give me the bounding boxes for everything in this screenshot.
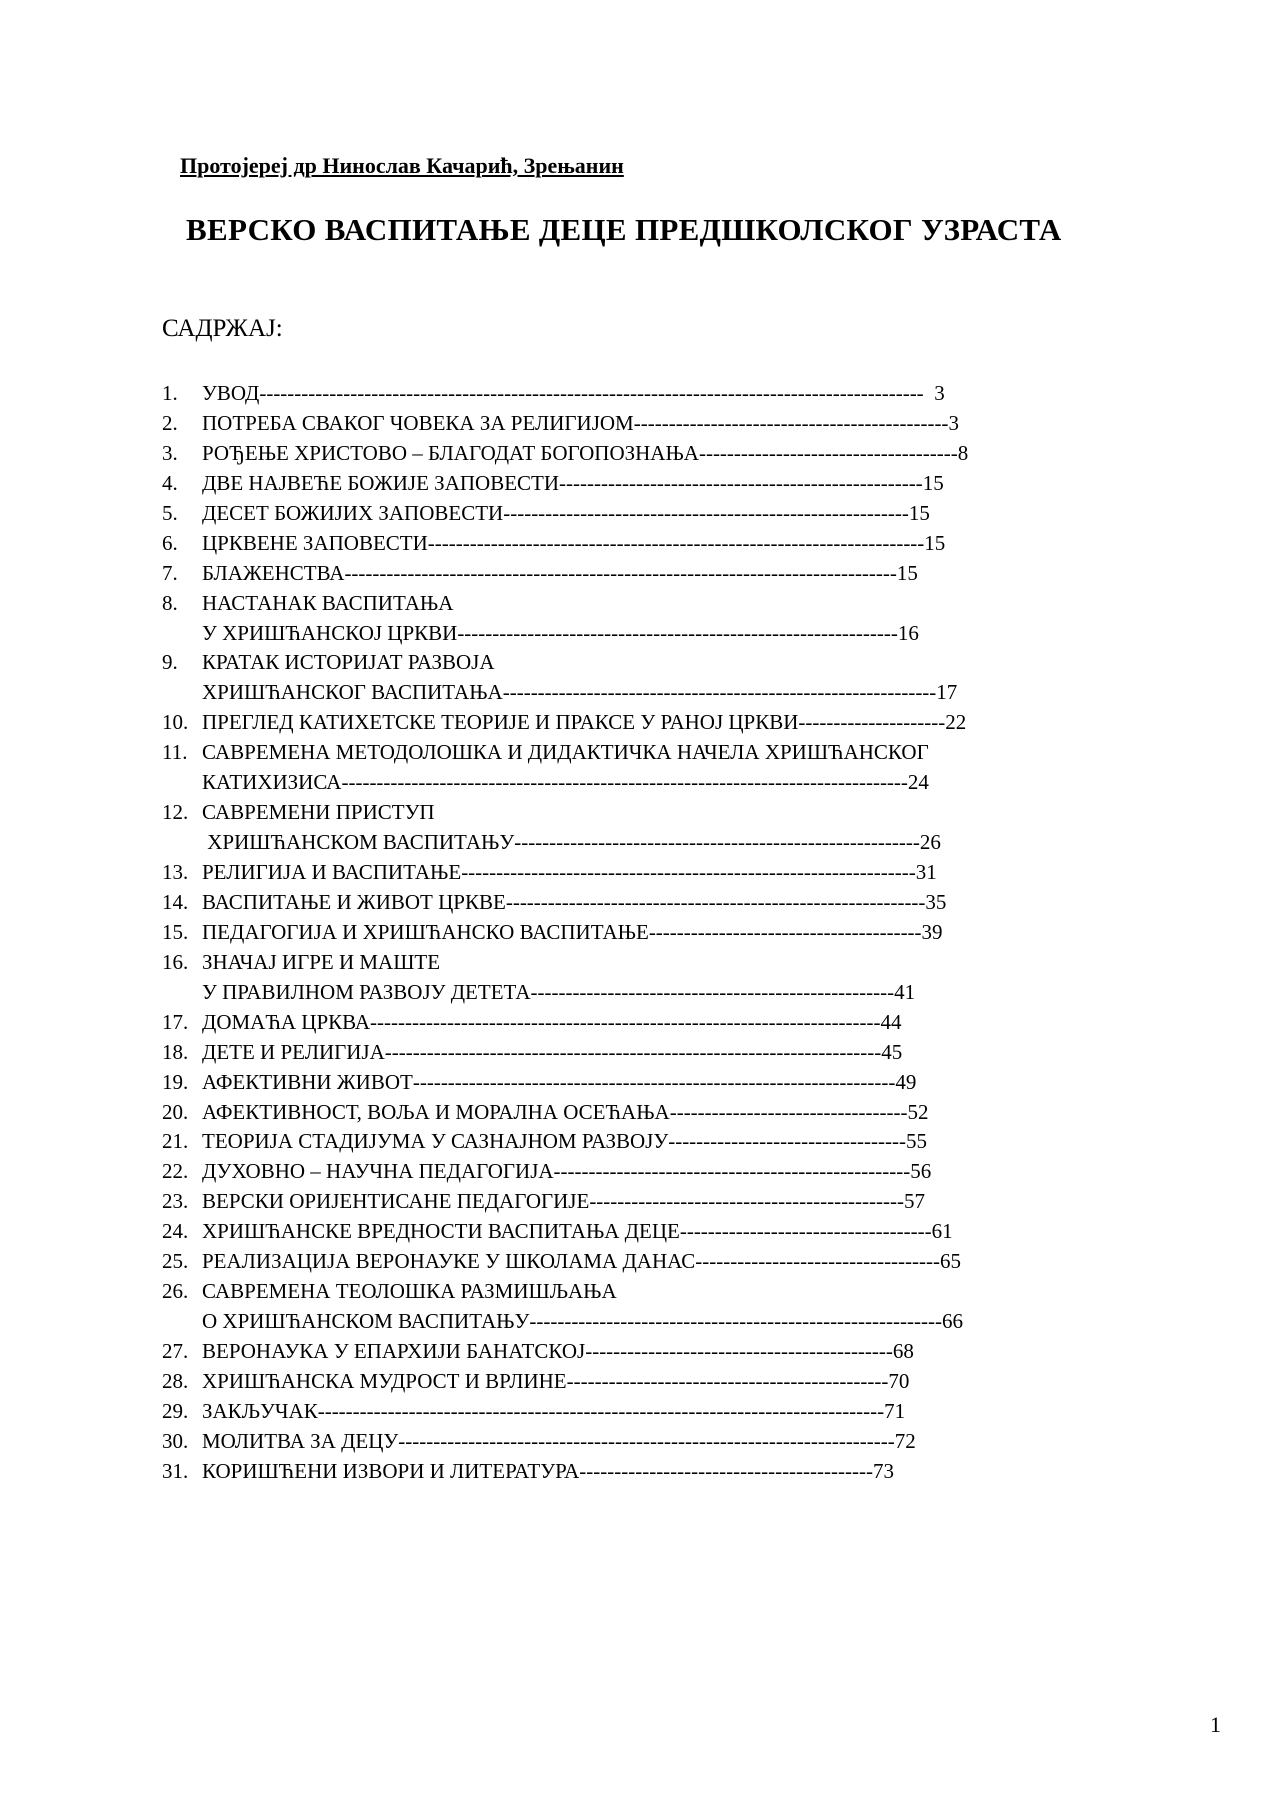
toc-entry-leader: ---------------------------------------------------------------	[457, 620, 898, 645]
toc-entry-number: 6.	[162, 530, 178, 555]
toc-entry	[162, 1277, 1182, 1307]
toc-entry	[162, 1068, 1182, 1098]
toc-entry-number: 8.	[162, 590, 178, 615]
toc-entry-page: 68	[892, 1339, 914, 1363]
toc-entry-number: 30.	[162, 1428, 189, 1453]
toc-entry-leader: -----------------------------------------------------------------------	[398, 1428, 895, 1453]
toc-entry-leader: ---------------------	[798, 710, 946, 735]
toc-entry-number: 27.	[162, 1339, 189, 1363]
toc-entry-leader: -----------------------------------------------------------	[529, 1309, 942, 1334]
toc-entry-leader: ----------------------------------	[668, 1129, 906, 1154]
toc-entry	[162, 1427, 1182, 1457]
toc-entry-leader: ----------------------------------	[669, 1099, 908, 1124]
toc-entry	[162, 619, 1182, 649]
toc-entry-page: 56	[910, 1159, 932, 1184]
document-title: ВЕРСКО ВАСПИТАЊЕ ДЕЦЕ ПРЕДШКОЛСКОГ УЗРАСТА	[186, 212, 1062, 247]
toc-entry-title: САВРЕМЕНА МЕТОДОЛОШКА И ДИДАКТИЧКА НАЧЕЛА ХРИШЋАНСКОГ	[202, 740, 929, 765]
toc-entry	[162, 738, 1182, 768]
toc-entry-number: 13.	[162, 860, 189, 884]
toc-entry-page: 15	[922, 470, 944, 495]
toc-entry-page: 65	[940, 1249, 962, 1274]
toc-entry-title: БЛАЖЕНСТВА	[202, 560, 345, 585]
toc-entry-number: 9.	[162, 650, 178, 675]
toc-entry-leader: ---------------------------------------	[648, 919, 922, 944]
toc-entry-page: 49	[895, 1069, 917, 1094]
toc-entry	[162, 529, 1182, 559]
toc-entry-title: КОРИШЋЕНИ ИЗВОРИ И ЛИТЕРАТУРА	[202, 1458, 580, 1483]
page-number: 1	[1210, 1712, 1221, 1737]
toc-entry-title: ДВЕ НАЈВЕЋЕ БОЖИЈЕ ЗАПОВЕСТИ	[202, 470, 560, 495]
toc-entry-title: РЕАЛИЗАЦИЈА ВЕРОНАУКЕ У ШКОЛАМА ДАНАС	[202, 1249, 696, 1274]
toc-entry-number: 1.	[162, 381, 178, 405]
toc-entry-title: У ПРАВИЛНОМ РАЗВОЈУ ДЕТЕТА	[202, 979, 531, 1004]
toc-entry-leader: -----------------------------------	[695, 1249, 941, 1274]
toc-entry	[162, 708, 1182, 738]
toc-entry-title: ХРИШЋАНСКОГ ВАСПИТАЊА	[202, 680, 503, 705]
toc-entry	[162, 798, 1182, 828]
toc-entry-number: 5.	[162, 500, 178, 525]
toc-entry	[162, 1307, 1182, 1337]
toc-entry-page: 52	[907, 1099, 929, 1124]
toc-entry	[162, 439, 1182, 469]
toc-entry-page: 71	[884, 1398, 906, 1423]
toc-entry-title: ВЕРСКИ ОРИЈЕНТИСАНЕ ПЕДАГОГИЈЕ	[202, 1189, 590, 1214]
toc-entry-title: ДОМАЋА ЦРКВА	[202, 1009, 371, 1034]
toc-entry-title: ТЕОРИЈА СТАДИЈУМА У САЗНАЈНОМ РАЗВОЈУ	[202, 1129, 669, 1154]
toc-entry	[162, 1157, 1182, 1187]
toc-entry-number: 23.	[162, 1189, 189, 1214]
toc-entry-leader: ----------------------------------------------------	[559, 470, 923, 495]
toc-entry-number: 26.	[162, 1279, 189, 1304]
toc-entry-leader: ----------------------------------------------	[566, 1368, 889, 1393]
toc-entry-number: 24.	[162, 1219, 189, 1244]
toc-entry-page: 15	[908, 500, 930, 525]
toc-entry-leader: ---------------------------------------------	[633, 410, 949, 435]
toc-entry	[162, 858, 1182, 888]
toc-entry-number: 19.	[162, 1069, 189, 1094]
toc-entry	[162, 948, 1182, 978]
toc-entry-leader: ----------------------------------------------------	[530, 979, 895, 1004]
toc-entry-page: 31	[915, 860, 937, 884]
toc-entry-number: 3.	[162, 440, 178, 465]
toc-entry-number: 16.	[162, 949, 189, 974]
toc-entry-leader: -------------------------------------	[698, 440, 958, 465]
toc-entry	[162, 1397, 1182, 1427]
toc-entry	[162, 1457, 1182, 1487]
toc-entry-number: 4.	[162, 470, 178, 495]
toc-entry	[162, 1187, 1182, 1217]
toc-entry-page: 26	[919, 830, 941, 855]
toc-entry-title: ЗНАЧАЈ ИГРЕ И МАШТЕ	[202, 949, 441, 974]
toc-entry-page: 44	[880, 1009, 902, 1034]
toc-entry	[162, 888, 1182, 918]
toc-entry	[162, 589, 1182, 619]
toc-entry-number: 21.	[162, 1129, 189, 1154]
toc-entry-title: ВЕРОНАУКА У ЕПАРХИЈИ БАНАТСКОЈ	[202, 1339, 586, 1363]
toc-entry-title: ВАСПИТАЊЕ И ЖИВОТ ЦРКВЕ	[202, 889, 506, 914]
toc-entry-number: 14.	[162, 889, 189, 914]
toc-entry-leader: ------------------------------------------------------------	[505, 889, 926, 914]
toc-entry-number: 22.	[162, 1159, 189, 1184]
toc-entry-page: 3	[923, 381, 945, 405]
toc-entry	[162, 469, 1182, 499]
toc-entry	[162, 409, 1182, 439]
toc-entry	[162, 648, 1182, 678]
toc-entry-number: 25.	[162, 1249, 189, 1274]
toc-entry-leader: ---------------------------------------------	[589, 1189, 905, 1214]
toc-entry-title: ДУХОВНО – НАУЧНА ПЕДАГОГИЈА	[202, 1159, 554, 1184]
toc-entry-title: НАСТАНАК ВАСПИТАЊА	[202, 590, 454, 615]
toc-entry-title: ХРИШЋАНСКА МУДРОСТ И ВРЛИНЕ	[202, 1368, 567, 1393]
toc-entry-title: ХРИШЋАНСКЕ ВРЕДНОСТИ ВАСПИТАЊА ДЕЦЕ	[202, 1219, 680, 1244]
toc-entry-leader: ---------------------------------------------------------------------------------	[341, 770, 908, 795]
toc-entry	[162, 1038, 1182, 1068]
toc-entry-number: 11.	[162, 740, 188, 765]
toc-entry-title: РОЂЕЊЕ ХРИСТОВО – БЛАГОДАТ БОГОПОЗНАЊА	[202, 440, 699, 465]
toc-entry-page: 41	[894, 979, 916, 1004]
toc-entry-page: 15	[924, 530, 946, 555]
toc-entry-leader: ---------------------------------------------------	[553, 1159, 911, 1184]
toc-entry-leader: -----------------------------------------------------------------	[461, 860, 916, 884]
toc-entry-title: ПРЕГЛЕД КАТИХЕТСКЕ ТЕОРИЈЕ И ПРАКСЕ У РАНОЈ ЦРКВИ	[202, 710, 799, 735]
toc-entry	[162, 1127, 1182, 1157]
toc-entry-leader: -------------------------------------------------------------------------------	[344, 560, 897, 585]
toc-entry-number: 18.	[162, 1039, 189, 1064]
toc-entry-page: 57	[904, 1189, 926, 1214]
toc-entry-page: 3	[948, 410, 959, 435]
toc-entry-leader: --------------------------------------------	[585, 1339, 893, 1363]
toc-entry-page: 17	[936, 680, 958, 705]
toc-entry-page: 72	[894, 1428, 916, 1453]
toc-entry-title: КАТИХИЗИСА	[202, 770, 342, 795]
toc-entry-page: 16	[897, 620, 919, 645]
toc-entry-title: ПЕДАГОГИЈА И ХРИШЋАНСКО ВАСПИТАЊЕ	[202, 919, 649, 944]
toc-entry-number: 2.	[162, 410, 178, 435]
toc-entry	[162, 768, 1182, 798]
toc-entry	[162, 499, 1182, 529]
toc-entry-title: У ХРИШЋАНСКОЈ ЦРКВИ	[202, 620, 458, 645]
toc-entry-title: ЦРКВЕНЕ ЗАПОВЕСТИ	[202, 530, 428, 555]
toc-entry-page: 8	[957, 440, 969, 465]
toc-entry-title: РЕЛИГИЈА И ВАСПИТАЊЕ	[202, 860, 462, 884]
toc-entry-leader: -------------------------------------------------------------------------	[370, 1009, 881, 1034]
toc-entry	[162, 978, 1182, 1008]
toc-entry-title: КРАТАК ИСТОРИЈАТ РАЗВОЈА	[202, 650, 495, 675]
table-of-contents	[162, 379, 1182, 1487]
toc-entry-number: 28.	[162, 1368, 189, 1393]
toc-entry-number: 7.	[162, 560, 178, 585]
toc-entry-page: 39	[921, 919, 943, 944]
toc-entry-leader: ---------------------------------------------------------------------------------	[317, 1398, 885, 1423]
toc-entry-page: 70	[888, 1368, 910, 1393]
toc-entry-title: ПОТРЕБА СВАКОГ ЧОВЕКА ЗА РЕЛИГИЈОМ	[202, 410, 634, 435]
toc-entry-page: 73	[872, 1458, 894, 1483]
toc-entry-leader: -----------------------------------------------------------------------------------------------	[259, 381, 924, 405]
toc-entry-page: 35	[925, 889, 947, 914]
toc-entry	[162, 1337, 1182, 1367]
toc-entry-page: 61	[931, 1219, 953, 1244]
toc-entry-leader: -----------------------------------------------------------------------	[427, 530, 925, 555]
toc-entry-title: САВРЕМЕНИ ПРИСТУП	[202, 800, 435, 825]
toc-entry-page: 15	[896, 560, 918, 585]
toc-entry-number: 20.	[162, 1099, 189, 1124]
toc-entry	[162, 379, 1182, 409]
toc-entry-title: АФЕКТИВНИ ЖИВОТ	[202, 1069, 413, 1094]
toc-entry-number: 31.	[162, 1458, 189, 1483]
toc-entry	[162, 1008, 1182, 1038]
toc-entry-leader: ------------------------------------------	[579, 1458, 873, 1483]
toc-entry-number: 29.	[162, 1398, 189, 1423]
toc-entry-title: ЗАКЉУЧАК	[202, 1398, 318, 1423]
author-line: Протојереј др Нинослав Качарић, Зрењанин	[180, 153, 624, 178]
toc-entry-title: ДЕСЕТ БОЖИЈИХ ЗАПОВЕСТИ	[202, 500, 504, 525]
toc-heading: САДРЖАЈ:	[162, 315, 283, 342]
toc-entry-page: 66	[941, 1309, 963, 1334]
toc-entry	[162, 1247, 1182, 1277]
toc-entry-title: МОЛИТВА ЗА ДЕЦУ	[202, 1428, 399, 1453]
toc-entry-leader: ----------------------------------------------------------	[503, 500, 909, 525]
toc-entry-page: 24	[907, 770, 929, 795]
toc-entry-page: 45	[881, 1039, 903, 1064]
toc-entry-leader: ------------------------------------	[679, 1219, 932, 1244]
toc-entry-title: ХРИШЋАНСКОМ ВАСПИТАЊУ	[202, 830, 515, 855]
toc-entry-leader: --------------------------------------------------------------	[502, 680, 937, 705]
toc-entry-number: 12.	[162, 800, 189, 825]
toc-entry-title: ДЕТЕ И РЕЛИГИЈА	[202, 1039, 385, 1064]
toc-entry-number: 10.	[162, 710, 189, 735]
toc-entry-leader: -----------------------------------------------------------------------	[384, 1039, 882, 1064]
toc-entry-page: 55	[905, 1129, 927, 1154]
toc-entry-leader: ---------------------------------------------------------------------	[412, 1069, 896, 1094]
toc-entry-leader: ----------------------------------------------------------	[514, 830, 920, 855]
toc-entry	[162, 828, 1182, 858]
toc-entry-title: О ХРИШЋАНСКОМ ВАСПИТАЊУ	[202, 1309, 530, 1334]
toc-entry	[162, 559, 1182, 589]
toc-entry-title: САВРЕМЕНА ТЕОЛОШКА РАЗМИШЉАЊА	[202, 1279, 617, 1304]
toc-entry-title: АФЕКТИВНОСТ, ВОЉА И МОРАЛНА ОСЕЋАЊА	[202, 1099, 670, 1124]
toc-entry	[162, 678, 1182, 708]
toc-entry	[162, 1098, 1182, 1128]
toc-entry-title: УВОД	[202, 381, 260, 405]
toc-entry-number: 17.	[162, 1009, 189, 1034]
toc-entry-page: 22	[945, 710, 967, 735]
toc-entry	[162, 1367, 1182, 1397]
toc-entry	[162, 1217, 1182, 1247]
toc-entry	[162, 918, 1182, 948]
toc-entry-number: 15.	[162, 919, 189, 944]
